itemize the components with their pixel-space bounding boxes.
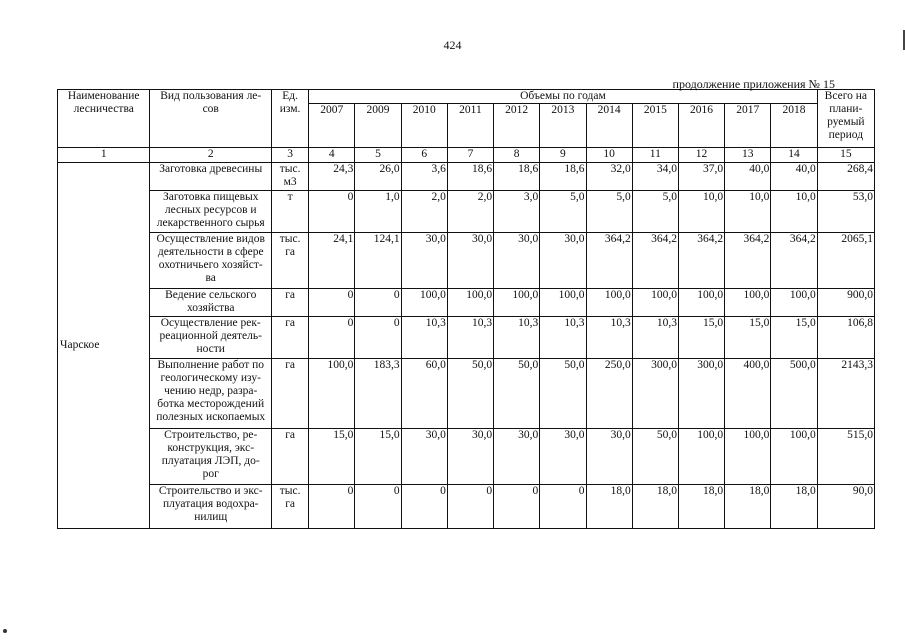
table-row <box>58 429 875 485</box>
value-cell: 10,0 <box>725 191 771 233</box>
value-cell: 364,2 <box>725 233 771 289</box>
value-cell: 26,0 <box>355 163 401 191</box>
activity-cell: Осуществление видов деятельности в сфере охотничьего хозяйст- ва <box>150 233 272 289</box>
value-cell: 100,0 <box>771 429 817 485</box>
value-cell: 2,0 <box>401 191 447 233</box>
value-cell: 30,0 <box>447 233 493 289</box>
value-cell: 0 <box>355 317 401 359</box>
table-row <box>58 317 875 359</box>
total-cell: 900,0 <box>817 289 874 317</box>
unit-cell: га <box>272 359 309 429</box>
value-cell: 10,3 <box>447 317 493 359</box>
value-cell: 300,0 <box>632 359 678 429</box>
value-cell: 40,0 <box>725 163 771 191</box>
value-cell: 100,0 <box>586 289 632 317</box>
column-number: 5 <box>355 148 401 163</box>
column-number: 9 <box>540 148 586 163</box>
activity-cell: Осуществление рек- реационной деятель- ности <box>150 317 272 359</box>
value-cell: 100,0 <box>309 359 355 429</box>
year-header: 2017 <box>725 104 771 148</box>
value-cell: 100,0 <box>447 289 493 317</box>
year-header: 2009 <box>355 104 401 148</box>
value-cell: 100,0 <box>401 289 447 317</box>
value-cell: 50,0 <box>632 429 678 485</box>
total-cell: 53,0 <box>817 191 874 233</box>
value-cell: 50,0 <box>494 359 540 429</box>
value-cell: 3,6 <box>401 163 447 191</box>
activity-cell: Заготовка древесины <box>150 163 272 191</box>
activity-cell: Ведение сельского хозяйства <box>150 289 272 317</box>
value-cell: 50,0 <box>540 359 586 429</box>
header-unit: Ед. изм. <box>272 90 309 148</box>
value-cell: 18,0 <box>678 485 724 529</box>
value-cell: 100,0 <box>771 289 817 317</box>
table-row <box>58 485 875 529</box>
value-cell: 40,0 <box>771 163 817 191</box>
year-header: 2014 <box>586 104 632 148</box>
table-row <box>58 163 875 191</box>
table-row <box>58 191 875 233</box>
year-header: 2010 <box>401 104 447 148</box>
column-number: 10 <box>586 148 632 163</box>
value-cell: 10,0 <box>771 191 817 233</box>
header-volumes-by-year: Объемы по годам <box>309 90 818 104</box>
value-cell: 3,0 <box>494 191 540 233</box>
unit-cell: га <box>272 289 309 317</box>
value-cell: 18,0 <box>586 485 632 529</box>
value-cell: 37,0 <box>678 163 724 191</box>
year-header: 2012 <box>494 104 540 148</box>
column-number: 12 <box>678 148 724 163</box>
value-cell: 1,0 <box>355 191 401 233</box>
value-cell: 500,0 <box>771 359 817 429</box>
value-cell: 0 <box>540 485 586 529</box>
header-total: Всего на плани- руемый период <box>817 90 874 148</box>
value-cell: 0 <box>355 485 401 529</box>
value-cell: 24,1 <box>309 233 355 289</box>
value-cell: 183,3 <box>355 359 401 429</box>
value-cell: 50,0 <box>447 359 493 429</box>
value-cell: 124,1 <box>355 233 401 289</box>
value-cell: 10,3 <box>540 317 586 359</box>
value-cell: 24,3 <box>309 163 355 191</box>
value-cell: 30,0 <box>494 233 540 289</box>
value-cell: 100,0 <box>725 289 771 317</box>
table-body <box>58 163 875 529</box>
value-cell: 34,0 <box>632 163 678 191</box>
value-cell: 400,0 <box>725 359 771 429</box>
value-cell: 15,0 <box>771 317 817 359</box>
value-cell: 100,0 <box>494 289 540 317</box>
activity-cell: Строительство, ре- конструкция, экс- плуатация ЛЭП, до- рог <box>150 429 272 485</box>
page-number: 424 <box>443 38 462 52</box>
value-cell: 0 <box>494 485 540 529</box>
value-cell: 364,2 <box>678 233 724 289</box>
value-cell: 15,0 <box>309 429 355 485</box>
unit-cell: тыс. м3 <box>272 163 309 191</box>
column-number: 11 <box>632 148 678 163</box>
value-cell: 60,0 <box>401 359 447 429</box>
value-cell: 18,6 <box>447 163 493 191</box>
value-cell: 18,6 <box>494 163 540 191</box>
value-cell: 30,0 <box>586 429 632 485</box>
column-number: 13 <box>725 148 771 163</box>
column-number: 8 <box>494 148 540 163</box>
value-cell: 300,0 <box>678 359 724 429</box>
value-cell: 0 <box>309 191 355 233</box>
value-cell: 100,0 <box>632 289 678 317</box>
total-cell: 2065,1 <box>817 233 874 289</box>
unit-cell: тыс. га <box>272 233 309 289</box>
total-cell: 515,0 <box>817 429 874 485</box>
column-number: 14 <box>771 148 817 163</box>
table-row <box>58 289 875 317</box>
unit-cell: т <box>272 191 309 233</box>
value-cell: 100,0 <box>540 289 586 317</box>
value-cell: 15,0 <box>355 429 401 485</box>
appendix-continuation-label: продолжение приложения № 15 <box>672 77 835 91</box>
table-row <box>58 233 875 289</box>
value-cell: 5,0 <box>586 191 632 233</box>
value-cell: 0 <box>309 317 355 359</box>
value-cell: 10,0 <box>678 191 724 233</box>
activity-cell: Выполнение работ по геологическому изу- чению недр, разра- ботка месторождений полезных ископаемых <box>150 359 272 429</box>
value-cell: 15,0 <box>725 317 771 359</box>
total-cell: 106,8 <box>817 317 874 359</box>
value-cell: 10,3 <box>494 317 540 359</box>
value-cell: 100,0 <box>678 289 724 317</box>
value-cell: 30,0 <box>540 429 586 485</box>
value-cell: 250,0 <box>586 359 632 429</box>
unit-cell: тыс. га <box>272 485 309 529</box>
total-cell: 268,4 <box>817 163 874 191</box>
value-cell: 30,0 <box>401 429 447 485</box>
column-number: 15 <box>817 148 874 163</box>
unit-cell: га <box>272 429 309 485</box>
value-cell: 0 <box>309 485 355 529</box>
value-cell: 2,0 <box>447 191 493 233</box>
unit-cell: га <box>272 317 309 359</box>
forestry-name: Чарское <box>58 163 150 529</box>
value-cell: 100,0 <box>725 429 771 485</box>
value-cell: 364,2 <box>586 233 632 289</box>
value-cell: 18,6 <box>540 163 586 191</box>
value-cell: 10,3 <box>586 317 632 359</box>
total-cell: 90,0 <box>817 485 874 529</box>
year-header: 2018 <box>771 104 817 148</box>
value-cell: 10,3 <box>401 317 447 359</box>
value-cell: 30,0 <box>401 233 447 289</box>
value-cell: 5,0 <box>540 191 586 233</box>
value-cell: 0 <box>309 289 355 317</box>
year-header: 2007 <box>309 104 355 148</box>
value-cell: 364,2 <box>771 233 817 289</box>
value-cell: 30,0 <box>447 429 493 485</box>
activity-cell: Строительство и экс- плуатация водохра- нилищ <box>150 485 272 529</box>
value-cell: 364,2 <box>632 233 678 289</box>
value-cell: 30,0 <box>494 429 540 485</box>
value-cell: 32,0 <box>586 163 632 191</box>
value-cell: 18,0 <box>725 485 771 529</box>
total-cell: 2143,3 <box>817 359 874 429</box>
column-number: 6 <box>401 148 447 163</box>
year-header: 2015 <box>632 104 678 148</box>
year-header: 2013 <box>540 104 586 148</box>
value-cell: 5,0 <box>632 191 678 233</box>
column-number: 1 <box>58 148 150 163</box>
column-number: 4 <box>309 148 355 163</box>
activity-cell: Заготовка пищевых лесных ресурсов и лекарственного сырья <box>150 191 272 233</box>
value-cell: 18,0 <box>632 485 678 529</box>
value-cell: 18,0 <box>771 485 817 529</box>
header-forestry: Наименование лесничества <box>58 90 150 148</box>
header-activity: Вид пользования ле- сов <box>150 90 272 148</box>
column-number: 3 <box>272 148 309 163</box>
value-cell: 0 <box>355 289 401 317</box>
value-cell: 30,0 <box>540 233 586 289</box>
column-number: 7 <box>447 148 493 163</box>
year-header: 2016 <box>678 104 724 148</box>
column-number: 2 <box>150 148 272 163</box>
value-cell: 0 <box>401 485 447 529</box>
year-header: 2011 <box>447 104 493 148</box>
scan-corner-dot <box>3 629 7 633</box>
value-cell: 10,3 <box>632 317 678 359</box>
value-cell: 15,0 <box>678 317 724 359</box>
table-row <box>58 359 875 429</box>
column-number-row <box>58 148 875 163</box>
value-cell: 100,0 <box>678 429 724 485</box>
forest-use-volumes-table <box>57 89 875 529</box>
value-cell: 0 <box>447 485 493 529</box>
